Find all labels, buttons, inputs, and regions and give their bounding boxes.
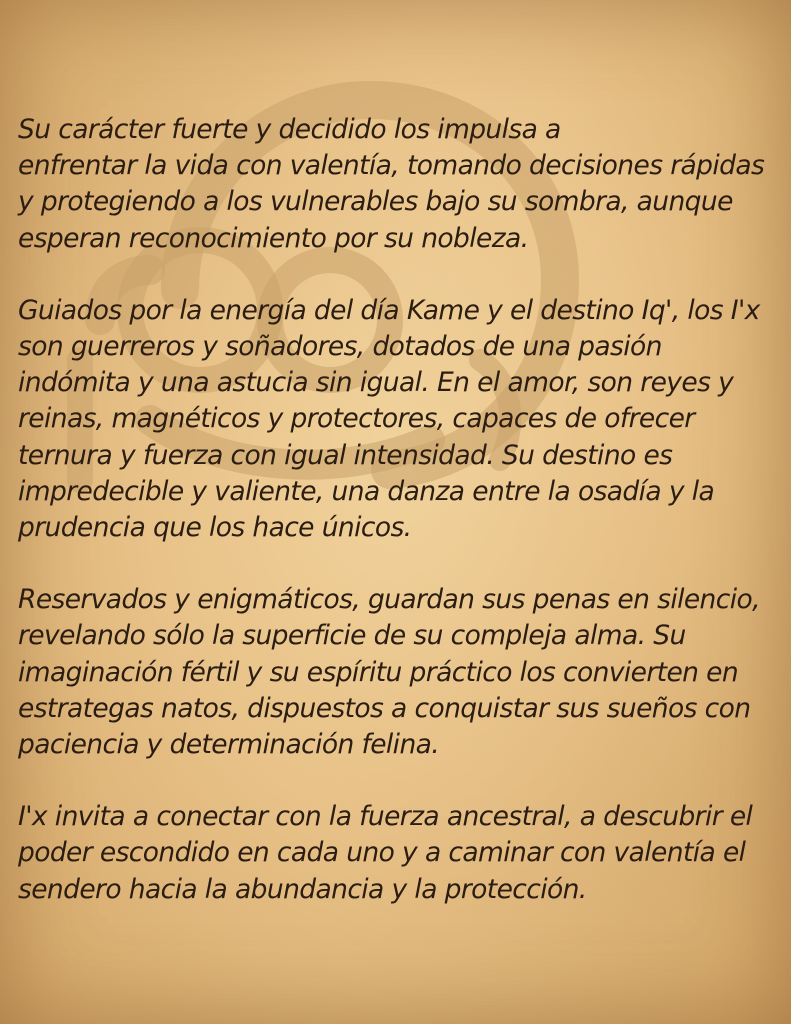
paragraph-energy: Guiados por la energía del día Kame y el destino Iq', los I'x son guerreros y soñadores, dotados de una pasión indómita y una astucia sin igual. En el amor, son reyes y reinas, magnéticos y protectores, capaces de ofrecer ternura y fuerza con igual intensidad. Su destino es impredecible y valiente, una danza entre la osadía y la prudencia que los hace únicos. bbox=[18, 294, 760, 544]
paragraph-invitation: I'x invita a conectar con la fuerza ancestral, a descubrir el poder escondido en cada uno y a caminar con valentía el sendero hacia la abundancia y la protección. bbox=[18, 801, 753, 905]
text-body bbox=[18, 112, 783, 944]
paragraph-reserved: Reservados y enigmáticos, guardan sus penas en silencio, revelando sólo la superficie de su compleja alma. Su imaginación fértil y su espíritu práctico los convierten en estrategas natos, dispuestos a conquistar sus sueños con paciencia y determinación felina. bbox=[18, 584, 760, 761]
paragraph-character: Su carácter fuerte y decidido los impulsa a enfrentar la vida con valentía, tomando decisiones rápidas y protegiendo a los vulnerables bajo su sombra, aunque esperan reconocimiento por su nobleza. bbox=[18, 114, 765, 254]
